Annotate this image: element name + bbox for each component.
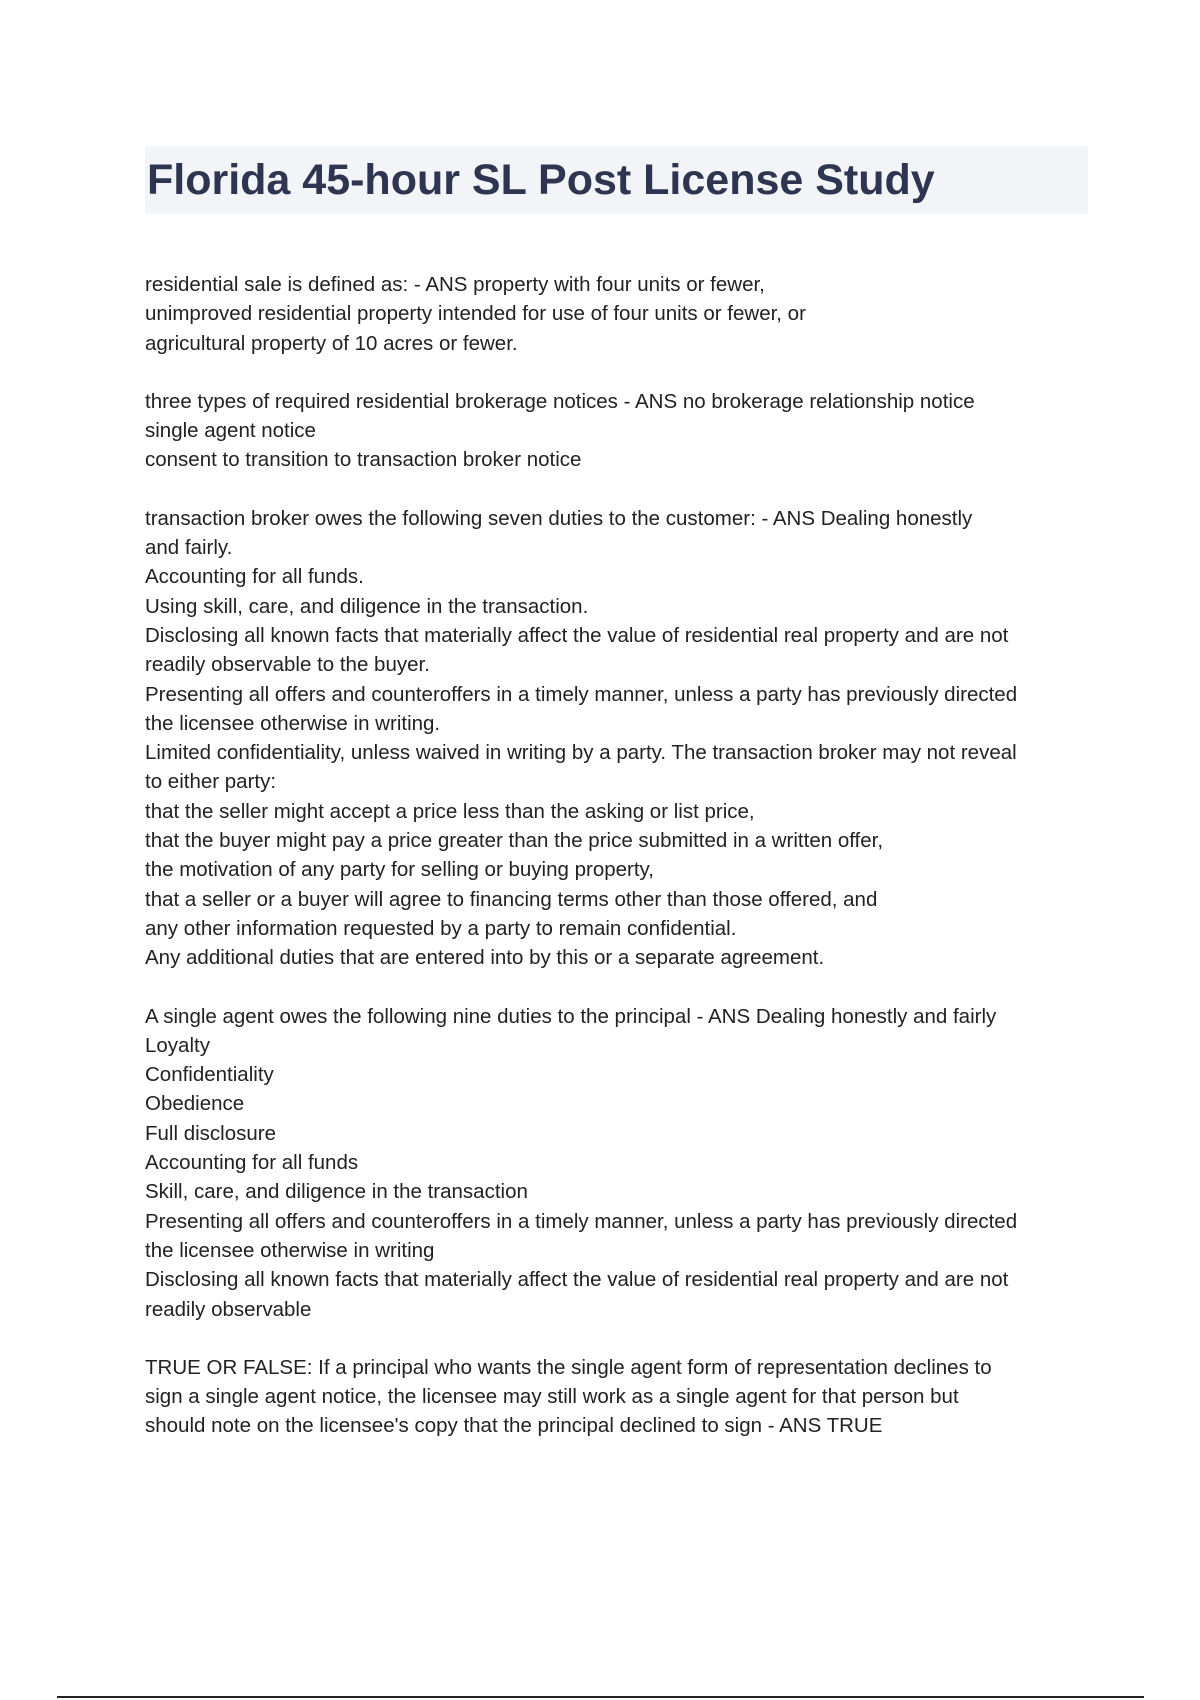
qa-line: Presenting all offers and counteroffers in a timely manner, unless a party has previously directed (145, 682, 1018, 706)
qa-item-true-or-false (145, 1353, 1100, 1441)
qa-line: that the seller might accept a price less than the asking or list price, (145, 799, 755, 823)
qa-item-brokerage-notices (145, 387, 1100, 475)
qa-line: that a seller or a buyer will agree to financing terms other than those offered, and (145, 887, 878, 911)
qa-line: single agent notice (145, 419, 316, 443)
qa-line: Accounting for all funds. (145, 565, 364, 589)
qa-line: Disclosing all known facts that materially affect the value of residential real property and are not (145, 623, 1009, 647)
qa-line: Disclosing all known facts that materially affect the value of residential real property and are not (145, 1268, 1009, 1292)
qa-line: A single agent owes the following nine duties to the principal - ANS Dealing honestly and fairly (145, 1004, 997, 1028)
qa-line: any other information requested by a party to remain confidential. (145, 916, 737, 940)
qa-line: Full disclosure (145, 1121, 277, 1145)
qa-line: Using skill, care, and diligence in the transaction. (145, 594, 589, 618)
qa-line: Confidentiality (145, 1063, 274, 1087)
qa-line: readily observable to the buyer. (145, 653, 430, 677)
qa-line: the licensee otherwise in writing (145, 1238, 435, 1262)
qa-line: agricultural property of 10 acres or fewer. (145, 331, 518, 355)
qa-item-residential-sale (145, 270, 1100, 358)
qa-line: Skill, care, and diligence in the transaction (145, 1180, 528, 1204)
qa-line: sign a single agent notice, the licensee may still work as a single agent for that person but (145, 1385, 959, 1409)
qa-line: to either party: (145, 770, 277, 794)
footer-divider (57, 1696, 1144, 1698)
qa-line: and fairly. (145, 536, 233, 560)
qa-line: unimproved residential property intended for use of four units or fewer, or (145, 302, 806, 326)
qa-line: the licensee otherwise in writing. (145, 711, 441, 735)
qa-item-transaction-broker-duties (145, 504, 1100, 973)
qa-line: readily observable (145, 1297, 312, 1321)
qa-line: Loyalty (145, 1033, 210, 1057)
qa-line: transaction broker owes the following seven duties to the customer: - ANS Dealing honestly (145, 506, 973, 530)
qa-list (145, 270, 1100, 1470)
qa-line: three types of required residential brokerage notices - ANS no brokerage relationship notice (145, 389, 975, 413)
qa-line: Accounting for all funds (145, 1151, 359, 1175)
qa-line: TRUE OR FALSE: If a principal who wants the single agent form of representation declines to (145, 1355, 992, 1379)
qa-item-single-agent-duties (145, 1002, 1100, 1324)
qa-line: the motivation of any party for selling or buying property, (145, 858, 654, 882)
qa-line: Any additional duties that are entered into by this or a separate agreement. (145, 946, 825, 970)
qa-line: Presenting all offers and counteroffers in a timely manner, unless a party has previously directed (145, 1209, 1018, 1233)
qa-line: that the buyer might pay a price greater than the price submitted in a written offer, (145, 829, 884, 853)
qa-line: residential sale is defined as: - ANS property with four units or fewer, (145, 273, 765, 296)
qa-line: Obedience (145, 1092, 245, 1116)
qa-line: should note on the licensee's copy that the principal declined to sign - ANS TRUE (145, 1414, 883, 1438)
qa-line: consent to transition to transaction broker notice (145, 448, 582, 472)
qa-line: Limited confidentiality, unless waived in writing by a party. The transaction broker may not reveal (145, 741, 1017, 765)
page-title: Florida 45-hour SL Post License Study (147, 156, 935, 204)
title-band (145, 146, 1088, 214)
